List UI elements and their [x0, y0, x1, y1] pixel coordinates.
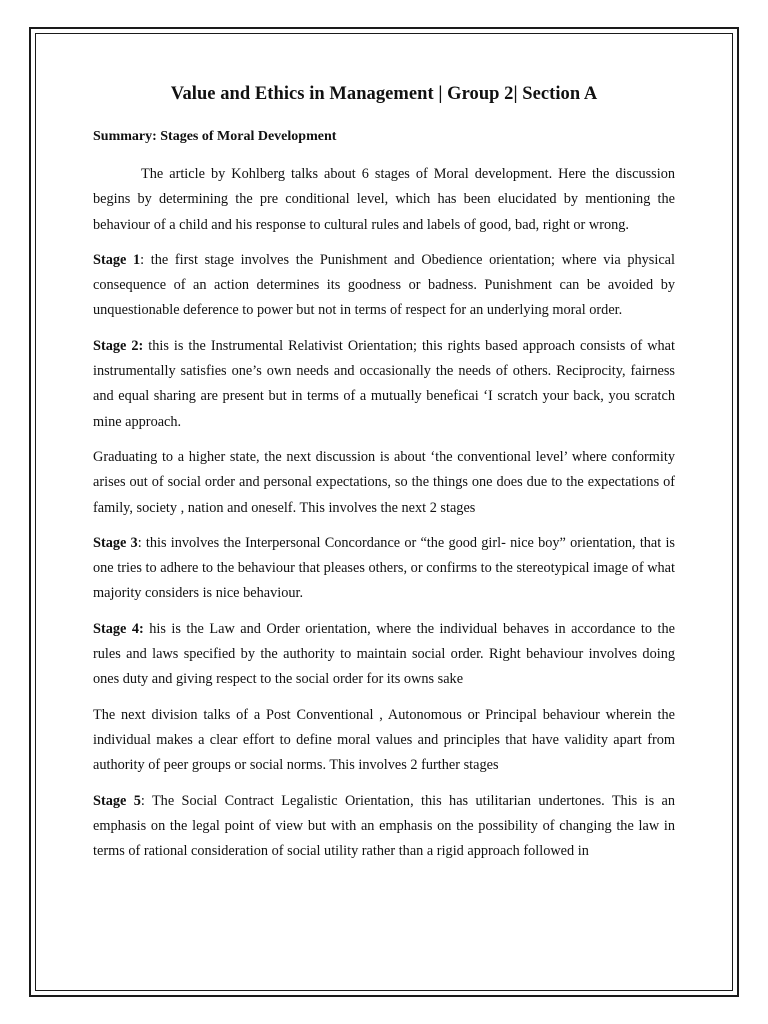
- stage-3-text: : this involves the Interpersonal Concordance or “the good girl- nice boy” orientation, that is one tries to adhere to the behaviour that pleases others, or confirms to the stereotypical image of what majority considers is nice behaviour.: [93, 534, 675, 602]
- stage-2-label: Stage 2:: [93, 337, 144, 354]
- post-conventional-paragraph: The next division talks of a Post Conventional , Autonomous or Principal behaviour wherein the individual makes a clear effort to define moral values and principles that have validity apart from authority of peer groups or social norms. This involves 2 further stages: [93, 706, 675, 774]
- stage-1-paragraph: [93, 248, 675, 324]
- document-title: Value and Ethics in Management | Group 2| Section A: [170, 84, 598, 104]
- stage-5-label: Stage 5: [93, 792, 141, 809]
- stage-3-label: Stage 3: [93, 534, 138, 551]
- stage-4-label: Stage 4:: [93, 620, 144, 637]
- document-content: [93, 84, 675, 874]
- conventional-level-paragraph: Graduating to a higher state, the next discussion is about ‘the conventional level’ where conformity arises out of social order and personal expectations, so the things one does due to the expectations of family, society , nation and oneself. This involves the next 2 stages: [93, 448, 675, 516]
- stage-5-text: : The Social Contract Legalistic Orientation, this has utilitarian undertones. This is an emphasis on the legal point of view but with an emphasis on the possibility of changing the law in terms of rational consideration of social utility rather than a rigid approach followed in: [93, 792, 675, 860]
- stage-3-paragraph: [93, 531, 675, 607]
- intro-paragraph: The article by Kohlberg talks about 6 stages of Moral development. Here the discussion begins by determining the pre conditional level, which has been elucidated by mentioning the behaviour of a child and his response to cultural rules and labels of good, bad, right or wrong.: [93, 166, 675, 233]
- stage-2-paragraph: [93, 334, 675, 435]
- stage-4-text: his is the Law and Order orientation, where the individual behaves in accordance to the rules and laws specified by the authority to maintain social order. Right behaviour involves doing ones duty and giving respect to the social order for its owns sake: [93, 620, 675, 688]
- stage-4-paragraph: [93, 617, 675, 693]
- stage-5-paragraph: [93, 789, 675, 865]
- document-subtitle: Summary: Stages of Moral Development: [93, 129, 337, 144]
- stage-1-label: Stage 1: [93, 251, 141, 268]
- stage-2-text: this is the Instrumental Relativist Orientation; this rights based approach consists of what instrumentally satisfies one’s own needs and occasionally the needs of others. Reciprocity, fairness and equal sharing are present but in terms of a mutually beneficai ‘I scratch your back, you scratch mine approach.: [93, 337, 675, 430]
- stage-1-text: : the first stage involves the Punishment and Obedience orientation; where via physical consequence of an action determines its goodness or badness. Punishment can be avoided by unquestionable deference to power but not in terms of respect for an underlying moral order.: [93, 251, 676, 319]
